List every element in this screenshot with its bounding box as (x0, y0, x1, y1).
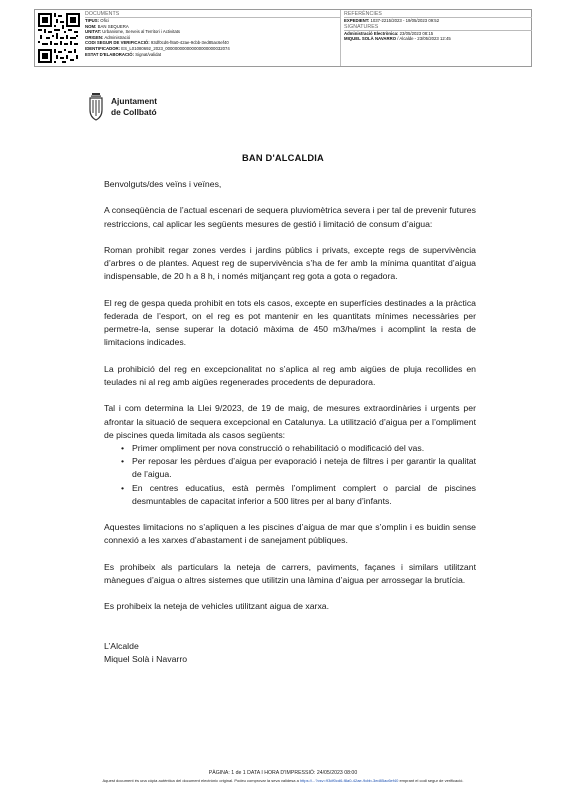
paragraph-intro: A conseqüència de l’actual escenari de sequera pluviomètrica severa i per tal de prevenir futures restriccions, cal aplicar les següents mesures de gestió i limitació de consum d’aigua: (104, 205, 476, 229)
paragraph-lawn-irrigation: El reg de gespa queda prohibit en tots els casos, excepte en superfícies destinades a la pràctica federada de l’esport, on el reg es pot mantenir en les quantitats mínimes necessàries per permetre-la, sense superar la dotació màxima de 450 m3/ha/mes i acomplint la resta de limitacions indicades. (104, 297, 476, 348)
doc-verification-code-line: CODI SEGUR DE VERIFICACIÓ: 93df0cd6-f8a0-42ae-9cbb-3ed85ac6ef40 (85, 40, 229, 46)
municipality-logo (88, 93, 188, 127)
paragraph-seawater-pools: Aquestes limitacions no s’apliquen a les piscines d’aigua de mar que s’omplin i es buidin sense connexió a les xarxes d’abastament i de sanejament públiques. (104, 522, 476, 546)
paragraph-irrigation-ban: Roman prohibit regar zones verdes i jardins públics i privats, excepte regs de supervivència d’arbres o de plantes. Aquest reg de supervivència s’ha de fer amb la mínima quantitat d’aigua indispensable, de 20 h a 8 h, i només mitjançant reg gota a gota o regadora. (104, 244, 476, 282)
doc-identifier-line: IDENTIFICADOR: ES_L01080692_2023_000000000000000000000032074 (85, 45, 230, 51)
verification-link[interactable]: https://...?csv=93df0cd6-f8a0-42ae-9cbb-3ed85ac6ef40 (299, 778, 399, 783)
logo-text (111, 96, 157, 117)
documents-section-title: DOCUMENTS (85, 11, 340, 18)
references-section (344, 11, 532, 42)
doc-status-line: ESTAT D'ELABORACIÓ: Signat/validat (85, 51, 162, 57)
notice-text-after: emprant el codi segur de verificació. (398, 778, 464, 783)
document-stamp-header (34, 9, 532, 67)
signature-line-mayor: MIQUEL SOLÀ NAVARRO / Alcalde - 23/05/2023 12:45 (344, 36, 451, 42)
list-item: • En centres educatius, està permès l’ompliment complert o parcial de piscines desmuntables de capacitat inferior a 500 litres per al bany d’infants. (132, 482, 476, 508)
coat-of-arms-icon (88, 93, 104, 123)
paragraph-street-cleaning: Es prohibeix als particulars la neteja de carrers, paviments, façanes i similars utilitzant mànegues d’aigua o altres sistemes que utilitzin una làmina d’aigua per arrossegar la brutícia. (104, 561, 476, 585)
document-body (104, 178, 476, 666)
paragraph-vehicle-washing: Es prohibeix la neteja de vehicles utilitzant aigua de xarxa. (104, 601, 330, 612)
signature-line-admin: Administració Electrònica: 23/05/2023 08:15 (344, 30, 434, 36)
logo-line-2: de Collbató (111, 106, 157, 117)
list-item: • Per reposar les pèrdues d’aigua per evaporació i neteja de filtres i per garantir la qualitat de l’aigua. (132, 455, 476, 481)
signatures-section-title: SIGNATURES (344, 24, 532, 31)
page-info-footer: PÀGINA: 1 de 1 DATA I HORA D'IMPRESSIÓ: 24/05/2023 08:00 (208, 770, 358, 776)
greeting: Benvolguts/des veïns i veïnes, (104, 179, 222, 189)
expedient-line: EXPEDIENT: 1037-2215/2023 - 19/05/2023 09:52 (344, 18, 440, 23)
doc-type-line: TIPUS: Ofici (85, 18, 109, 23)
paragraph-pools-law: Tal i com determina la Llei 9/2023, de 19 de maig, de mesures extraordinàries i urgents per afrontar la situació de sequera excepcional en Catalunya. La utilització d’aigua per a l’ompliment de piscines queda limitada als casos següents: (104, 403, 476, 440)
header-divider (340, 10, 341, 66)
references-section-title: REFERÈNCIES (344, 11, 532, 18)
paragraph-exceptions: La prohibició del reg en excepcionalitat no s’aplica al reg amb aigües de pluja recollides en teulades ni al reg amb aigües regenerades procedents de depuradora. (104, 363, 476, 387)
list-item: • Primer ompliment per nova construcció o rehabilitació o modificació del vas. (132, 442, 476, 455)
signer-name: Miquel Solà i Navarro (104, 653, 188, 664)
pool-cases-list (104, 442, 476, 508)
documents-section (85, 11, 340, 57)
notice-text-before: Aquest document és una còpia autèntica del document electrònic original. Podeu comprovar la seva validesa a (102, 778, 300, 783)
doc-name-line: NOM: BAN SEQUERA (85, 23, 129, 29)
doc-unit-line: UNITAT: Urbanisme, Serveis al Territori i Activitats (85, 29, 181, 35)
doc-origin-line: ORIGEN: Administració (85, 34, 131, 40)
verification-notice (0, 778, 566, 783)
document-title: BAN D'ALCALDIA (242, 153, 324, 163)
qr-code-icon (38, 13, 80, 63)
logo-line-1: Ajuntament (111, 96, 158, 106)
signature-block (104, 640, 476, 666)
signer-role: L’Alcalde (104, 640, 139, 651)
